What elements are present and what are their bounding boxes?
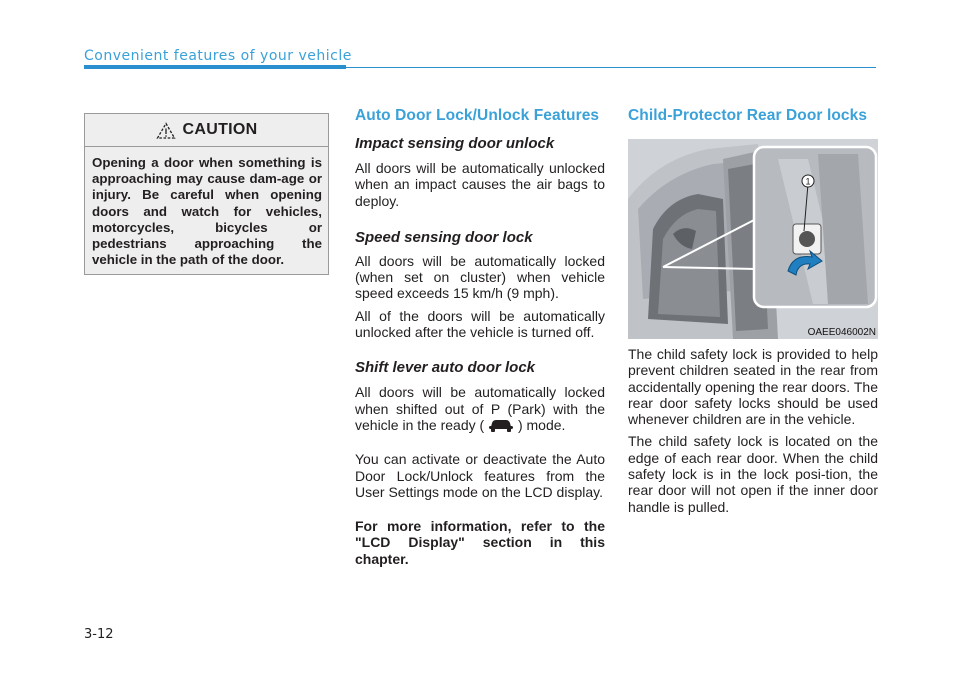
caution-title: CAUTION [182,121,258,138]
caution-box [84,113,329,275]
auto-door-section [355,107,605,567]
figure-callout-number: 1 [805,176,811,187]
activate-text: You can activate or deactivate the Auto Door Lock/Unlock features from the User Settings mode on the LCD display. [355,451,605,500]
auto-door-heading: Auto Door Lock/Unlock Features [355,107,600,124]
speed-text-1: All doors will be automatically locked (when set on cluster) when vehicle speed exceeds 15 km/h (9 mph). [355,252,605,302]
child-lock-text-2: The child safety lock is located on the edge of each rear door. When the child safety lock is in the lock posi-tion, the rear door will not open if the inner door handle is pulled. [628,433,878,515]
figure-code: OAEE046002N [807,327,876,338]
section-title: Convenient features of your vehicle [84,48,352,64]
shift-text-after: ) mode. [517,416,566,433]
shift-text-before: All doors will be automatically locked when shifted out of P (Park) with the vehicle in the ready ( [355,384,605,433]
child-lock-body [628,346,878,515]
header-rule-thin [346,67,876,68]
warning-triangle-icon [156,122,176,139]
child-lock-text-1: The child safety lock is provided to help prevent children seated in the rear from accidentally opening the rear doors. The rear door safety locks should be used whenever children are in the vehicle. [628,346,878,428]
caution-text: Opening a door when something is approaching may cause dam-age or injury. Be careful when opening doors and watch for vehicles, motorcycles, bicycles or pedestrians approaching the vehicle in the path of the door. [92,155,322,268]
impact-heading: Impact sensing door unlock [355,135,555,152]
child-lock-section [628,107,878,125]
shift-heading: Shift lever auto door lock [355,359,536,377]
child-lock-figure [628,139,878,339]
child-lock-heading: Child-Protector Rear Door locks [628,107,868,124]
speed-text-2: All of the doors will be automatically unlocked after the vehicle is turned off. [355,307,605,341]
car-ready-icon [488,417,514,432]
caution-header [85,114,328,147]
header-rule-thick [84,65,346,69]
impact-text: All doors will be automatically unlocked when an impact causes the air bags to deploy. [355,160,605,209]
page-number: 3-12 [84,627,114,642]
more-info-text: For more information, refer to the "LCD Display" section in this chapter. [355,518,605,567]
shift-text [355,384,605,433]
speed-heading: Speed sensing door lock [355,228,533,246]
child-lock-illustration [628,139,878,339]
